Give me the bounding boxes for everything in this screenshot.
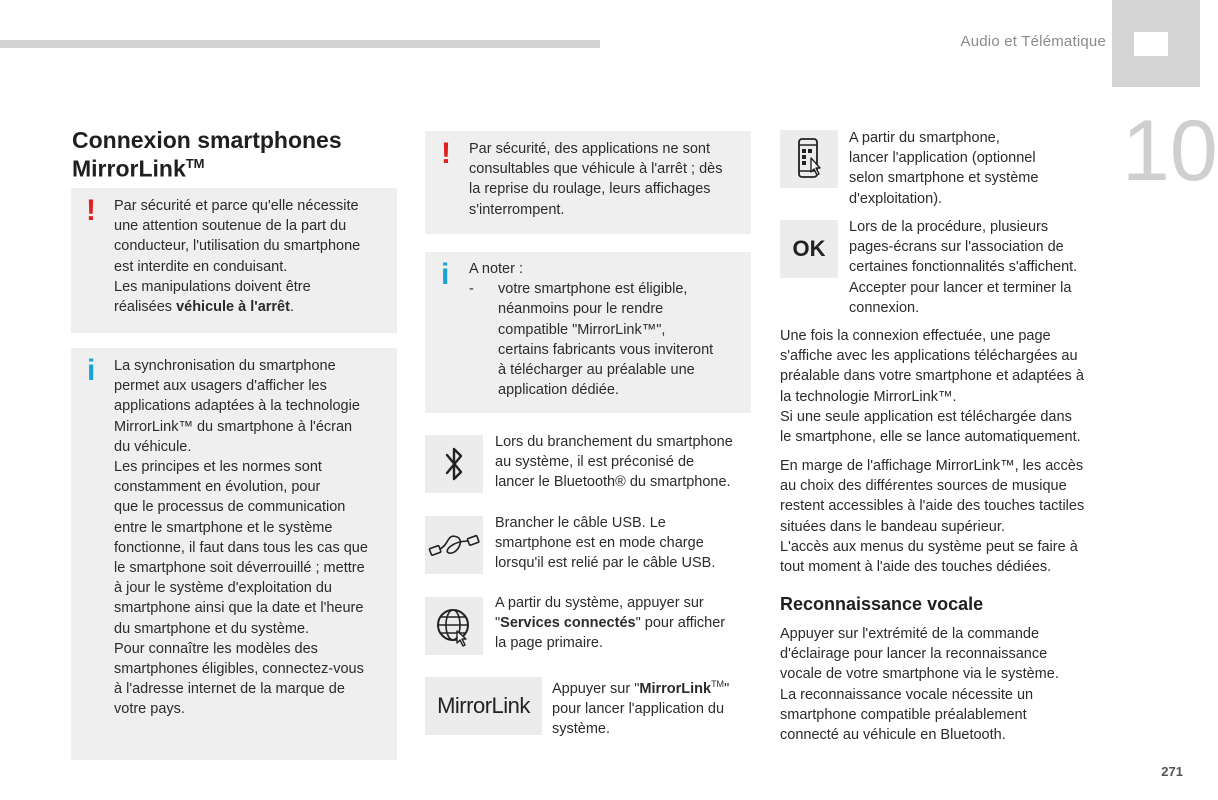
text-line: du véhicule. <box>114 438 192 455</box>
bluetooth-icon <box>439 444 469 484</box>
text-line: Si une seule application est téléchargée dans <box>780 408 1072 425</box>
text-line: situées dans le bandeau supérieur. <box>780 518 1005 535</box>
connection-paragraph <box>780 326 1120 447</box>
info-icon: i <box>87 354 96 387</box>
smartphone-icon-box <box>780 130 838 188</box>
mirrorlink-logo-box <box>425 677 542 735</box>
text-line: A partir du smartphone, <box>849 130 1000 146</box>
text-line: connexion. <box>849 299 920 316</box>
step-mirrorlink-text: Appuyer sur "MirrorLink™" pour lancer l'application du système. <box>552 679 730 738</box>
text-line: à l'adresse internet de la marque de <box>114 681 345 698</box>
connected-services-icon <box>431 603 477 649</box>
info-box-synchronisation-text <box>114 356 396 720</box>
text-line: que le processus de communication <box>114 499 346 516</box>
text-line: certaines fonctionnalités s'affichent. <box>849 259 1078 276</box>
text-line: restent accessibles à l'aide des touches tactiles <box>780 498 1085 515</box>
text-line: tout moment à l'aide des touches dédiées. <box>780 559 1052 576</box>
mirrorlink-logo: MirrorLink <box>437 693 530 718</box>
text-line: vocale de votre smartphone via le système. <box>780 666 1059 683</box>
page-title: Connexion smartphones MirrorLink™ <box>72 127 342 182</box>
text-line: votre smartphone est éligible, <box>498 281 688 298</box>
step-ok-text <box>849 217 1099 318</box>
text-line: d'éclairage pour lancer la reconnaissance <box>780 646 1048 663</box>
text-line: lancer l'application (optionnel <box>849 150 1036 167</box>
text-line: MirrorLink™ du smartphone à l'écran <box>114 418 353 435</box>
voice-recognition-heading: Reconnaissance vocale <box>780 594 984 614</box>
usb-cable-icon <box>427 525 481 565</box>
text-line: selon smartphone et système <box>849 170 1039 187</box>
text-line: smartphone est en mode charge <box>495 535 704 552</box>
step-usb-text <box>495 513 755 574</box>
text-line: applications adaptées à la technologie <box>114 398 360 415</box>
info-box-note-text: A noter : - votre smartphone est éligible, néanmoins pour le rendre compatible "MirrorLink™", certains fabricants vous inviteront à télécharger au préalable une application dédiée. <box>469 259 749 400</box>
text-line: préalable dans votre smartphone et adaptées à <box>780 368 1084 385</box>
text-line: permet aux usagers d'afficher les <box>114 378 327 395</box>
text-line: La reconnaissance vocale nécessite un <box>780 686 1034 703</box>
warning-box-safety-text: Par sécurité et parce qu'elle nécessite une attention soutenue de la part du conducteur, l'utilisation du smartphone est interdite en conduisant. Les manipulations doivent être réalisées véhicule à l'arrêt. <box>114 198 361 316</box>
text-line: compatible "MirrorLink™", <box>498 321 666 338</box>
text-line: s'interrompent. <box>469 201 565 218</box>
text-line: Accepter pour lancer et terminer la <box>849 279 1072 296</box>
info-icon: i <box>441 258 450 291</box>
step-phone-text <box>849 128 1089 209</box>
text-line: constamment en évolution, pour <box>114 479 321 496</box>
voice-recognition-text <box>780 624 1120 745</box>
text-line: la technologie MirrorLink™. <box>780 388 957 405</box>
text-line: certains fabricants vous inviteront <box>498 341 714 358</box>
text-line: la reprise du roulage, leurs affichages <box>469 181 711 198</box>
text-line: Lors de la procédure, plusieurs <box>849 219 1049 235</box>
step-services-text: A partir du système, appuyer sur "Services connectés" pour afficher la page primaire. <box>495 595 726 652</box>
text-line: Une fois la connexion effectuée, une page <box>780 328 1051 344</box>
step-bluetooth-text <box>495 432 755 493</box>
ok-icon: OK <box>792 236 826 261</box>
header-bar <box>0 40 600 48</box>
text-line: La synchronisation du smartphone <box>114 358 336 374</box>
warning-icon: ! <box>86 194 96 227</box>
text-line: au choix des différentes sources de musique <box>780 478 1067 495</box>
text-line: Appuyer sur l'extrémité de la commande <box>780 626 1040 642</box>
usb-cable-icon-box <box>425 516 483 574</box>
text-line: Lors du branchement du smartphone <box>495 434 733 450</box>
text-line: votre pays. <box>114 701 185 718</box>
text-line: s'affiche avec les applications téléchargées au <box>780 348 1078 365</box>
text-line: Les principes et les normes sont <box>114 459 322 476</box>
text-line: d'exploitation). <box>849 190 943 207</box>
text-line: entre le smartphone et le système <box>114 519 333 536</box>
smartphone-touch-icon <box>789 136 829 182</box>
text-line: smartphones éligibles, connectez-vous <box>114 661 364 678</box>
text-line: lorsqu'il est relié par le câble USB. <box>495 555 716 572</box>
section-title: Audio et Télématique <box>960 33 1106 50</box>
services-icon-box <box>425 597 483 655</box>
text-line: L'accès aux menus du système peut se faire à <box>780 538 1078 555</box>
text-line: au système, il est préconisé de <box>495 454 695 471</box>
chapter-number: 10 <box>1122 103 1218 199</box>
text-line: néanmoins pour le rendre <box>498 301 664 318</box>
text-line: le smartphone soit déverrouillé ; mettre <box>114 560 365 577</box>
text-line: smartphone ainsi que la date et l'heure <box>114 600 364 617</box>
text-line: pages-écrans sur l'association de <box>849 239 1064 256</box>
page-number: 271 <box>1161 764 1183 779</box>
chapter-tab-square <box>1134 32 1168 56</box>
text-line: Par sécurité, des applications ne sont <box>469 141 710 157</box>
text-line: le smartphone, elle se lance automatiquement. <box>780 429 1081 446</box>
text-line: Pour connaître les modèles des <box>114 640 318 657</box>
text-line: Brancher le câble USB. Le <box>495 515 666 531</box>
warning-icon: ! <box>441 137 451 170</box>
warning-box-applications-text <box>469 139 751 220</box>
text-line: du smartphone et du système. <box>114 620 310 637</box>
text-line: fonctionne, il faut dans tous les cas que <box>114 539 368 556</box>
text-line: application dédiée. <box>498 382 619 399</box>
text-line: lancer le Bluetooth® du smartphone. <box>495 474 731 491</box>
mirrorlink-access-paragraph <box>780 456 1120 577</box>
text-line: smartphone compatible préalablement <box>780 706 1027 723</box>
text-line: connecté au véhicule en Bluetooth. <box>780 727 1006 744</box>
text-line: En marge de l'affichage MirrorLink™, les accès <box>780 458 1084 474</box>
text-line: à jour le système d'exploitation du <box>114 580 332 597</box>
bluetooth-icon-box <box>425 435 483 493</box>
ok-icon-box <box>780 220 838 278</box>
text-line: consultables que véhicule à l'arrêt ; dès <box>469 161 723 178</box>
text-line: à télécharger au préalable une <box>498 362 695 379</box>
